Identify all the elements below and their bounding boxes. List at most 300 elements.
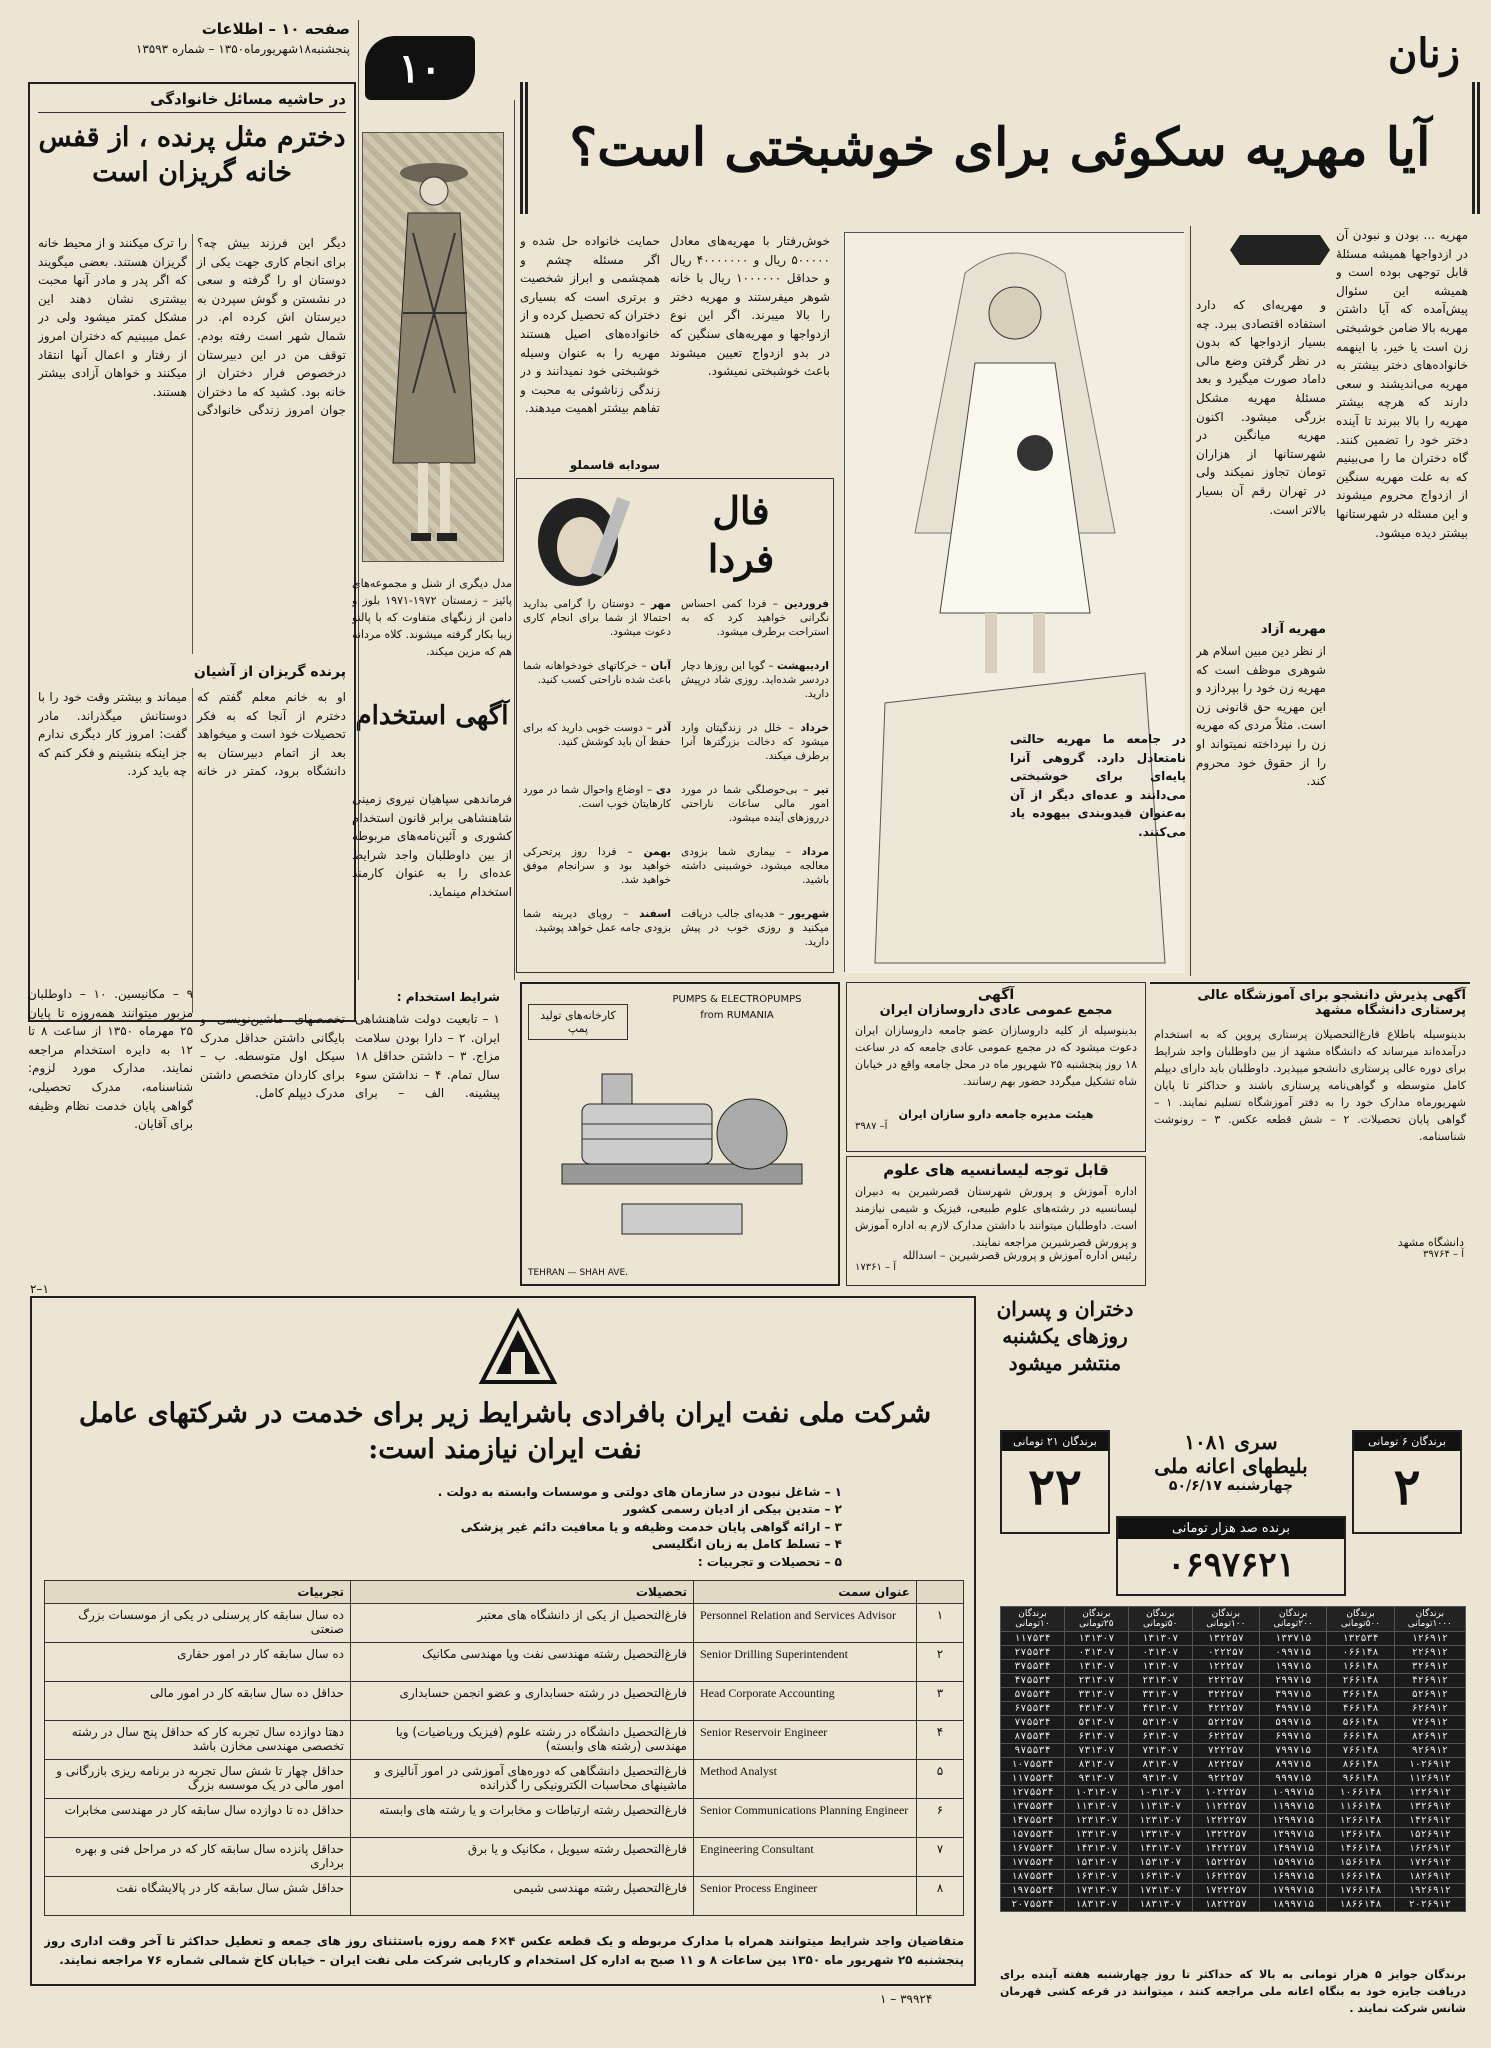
lottery-col-header: برندگان ۲۵تومانی bbox=[1064, 1607, 1128, 1632]
education-cell: فارغ‌التحصیل رشته ارتباطات و مخابرات و یا رشته های وابسته bbox=[351, 1799, 694, 1838]
lottery-number: ۱۵۹۹۷۱۵ bbox=[1260, 1856, 1327, 1870]
nursing-sign: دانشگاه مشهد bbox=[1397, 1236, 1464, 1249]
lottery-number: ۶۳۱۳۰۷ bbox=[1064, 1730, 1128, 1744]
education-cell: فارغ‌التحصیل رشته مهندسی نفت ویا مهندسی مکانیک bbox=[351, 1643, 694, 1682]
lottery-row bbox=[1001, 1786, 1466, 1800]
lottery-number: ۵۳۱۳۰۷ bbox=[1064, 1716, 1128, 1730]
lottery-number: ۱۸۳۱۳۰۷ bbox=[1128, 1898, 1192, 1912]
lottery-number: ۱۸۲۶۹۱۲ bbox=[1394, 1870, 1465, 1884]
lottery-number: ۸۲۲۲۵۷ bbox=[1192, 1758, 1259, 1772]
table-row bbox=[45, 1643, 964, 1682]
table-row bbox=[45, 1877, 964, 1916]
sign-text: هدیه‌ای جالب دریافت میکنید و روزی خوب در پیش دارید. bbox=[681, 908, 829, 949]
lottery-col-header: برندگان ۵۰۰تومانی bbox=[1327, 1607, 1394, 1632]
pharma-body: بدینوسیله از کلیه داروسازان عضو جامعه داروسازان ایران دعوت میشود که در مجمع عمومی عادی جامعه که در ساعت ۱۸ روز پنجشنبه ۲۵ شهریور ماه در محل جامعه واقع در خیابان شاه تشکیل میگردد حضور بهم رسانند. bbox=[855, 1024, 1137, 1089]
lottery-number: ۱۲۲۲۲۵۷ bbox=[1192, 1814, 1259, 1828]
lottery-row bbox=[1001, 1744, 1466, 1758]
lottery-number: ۱۴۲۲۲۵۷ bbox=[1192, 1842, 1259, 1856]
lottery-number: ۸۳۱۳۰۷ bbox=[1128, 1758, 1192, 1772]
sign-text: خرکاتهای خودخواهانه شما باعث شده ناراحتی کسب کنید. bbox=[523, 660, 671, 687]
lottery-number: ۲۳۱۳۰۷ bbox=[1128, 1674, 1192, 1688]
lottery-number: ۳۹۹۷۱۵ bbox=[1260, 1688, 1327, 1702]
lottery-number: ۱۶۲۶۹۱۲ bbox=[1394, 1842, 1465, 1856]
lottery-number: ۱۳۶۶۱۴۸ bbox=[1327, 1828, 1394, 1842]
lottery-row bbox=[1001, 1730, 1466, 1744]
lottery-number: ۱۷۷۵۵۳۴ bbox=[1001, 1856, 1065, 1870]
ornament-divider bbox=[1230, 235, 1330, 265]
lottery-number: ۱۳۳۱۳۰۷ bbox=[1128, 1828, 1192, 1842]
pharma-title: آگهی bbox=[977, 987, 1015, 1003]
pumps-sub: from RUMANIA bbox=[700, 1010, 774, 1021]
lottery-number: ۳۲۲۲۵۷ bbox=[1192, 1688, 1259, 1702]
lottery-number: ۱۷۶۶۱۴۸ bbox=[1327, 1884, 1394, 1898]
lottery-row bbox=[1001, 1814, 1466, 1828]
lottery-number: ۱۴۹۹۷۱۵ bbox=[1260, 1842, 1327, 1856]
lottery-number: ۱۳۹۹۷۱۵ bbox=[1260, 1828, 1327, 1842]
sign-name: فروردین bbox=[784, 598, 829, 610]
lottery-number: ۷۲۶۹۱۲ bbox=[1394, 1716, 1465, 1730]
lottery-number: ۰۹۹۷۱۵ bbox=[1260, 1646, 1327, 1660]
lottery-right-box bbox=[1352, 1430, 1462, 1534]
employment-conditions: ۱ – تابعیت دولت شاهنشاهی ایران. ۲ – دارا بودن سلامت مزاج. ۳ – داشتن حداقل ۱۸ سال تمام. ۴ – نداشتن سوء پیشینه. الف – برای تخصصهای ماشین‌نویسی و بایگانی داشتن حداقل مدرک سیکل اول متوسطه. ب – برای کاردان متخصص داشتن مدرک دیپلم کامل. bbox=[200, 1012, 500, 1101]
lottery-number: ۱۳۲۲۵۷ bbox=[1192, 1632, 1259, 1646]
lottery-number: ۲۹۹۷۱۵ bbox=[1260, 1674, 1327, 1688]
experience-cell: حداقل چهار تا شش سال تجربه در برنامه ریزی بازرگانی و امور مالی در یک موسسه بزرگ bbox=[45, 1760, 351, 1799]
lottery-number: ۱۰۲۲۲۵۷ bbox=[1192, 1786, 1259, 1800]
lottery-number: ۵۳۱۳۰۷ bbox=[1128, 1716, 1192, 1730]
bride-caption: در جامعه ما مهریه حالتی نامتعادل دارد. گروهی آنرا پایه‌ای برای خوشبختی می‌دانند و عده‌ای دیگر از آن به‌عنوان قیدوبندی بیهوده یاد می‌کنند. bbox=[1010, 732, 1186, 839]
article-col-2: و مهریه‌ای که دارد استفاده اقتصادی ببرد. چه بسیار ازدواجها که بدون در نظر گرفتن وضع مالی داماد صورت میگیرد و بعد مسئلهٔ مهریه مشکل بزرگی میشود. اکنون مهریه میانگین در شهرستانها از هزاران تومان تجاوز نمیکند ولی در تهران رقم آن بسیار بالاتر است. bbox=[1196, 298, 1326, 517]
oil-jobs-table bbox=[44, 1580, 964, 1916]
lottery-row bbox=[1001, 1632, 1466, 1646]
horoscope-sign: آبان – خرکاتهای خودخواهانه شما باعث شده ناراحتی کسب کنید. bbox=[523, 660, 671, 687]
title-cell: Method Analyst bbox=[694, 1760, 917, 1799]
lottery-left-label: برندگان ۲۱ تومانی bbox=[1002, 1432, 1108, 1451]
lottery-left-box bbox=[1000, 1430, 1110, 1534]
article-author: سودابه قاسملو bbox=[569, 458, 660, 472]
lottery-number: ۱۱۳۱۳۰۷ bbox=[1064, 1800, 1128, 1814]
lottery-number: ۱۲۷۵۵۳۴ bbox=[1001, 1786, 1065, 1800]
family-body-2: او به خانم معلم گفتم که دخترم از آنجا که به فکر تحصیلات خود است و میخواهد بعد از اتمام دبیرستان به دانشگاه برود، کمتر در خانه میماند و بیشتر وقت خود را با دوستانش میگذراند. مادر گفت: امروز کار دیگری ندارم جز اینکه بنشینم و فکر کنم که چه باید کرد. bbox=[38, 690, 346, 779]
lottery-col-header: برندگان ۱۰۰۰تومانی bbox=[1394, 1607, 1465, 1632]
lottery-number: ۱۴۳۱۳۰۷ bbox=[1064, 1842, 1128, 1856]
lottery-number: ۳۳۱۳۰۷ bbox=[1128, 1688, 1192, 1702]
main-headline: آیا مهریه سکوئی برای خوشبختی است؟ bbox=[569, 117, 1431, 178]
lottery-row bbox=[1001, 1800, 1466, 1814]
sign-text: بی‌حوصلگی شما در مورد امور مالی ساعات ناراحتی درروزهای آینده میشود. bbox=[681, 784, 829, 825]
lottery-number: ۱۳۲۲۲۵۷ bbox=[1192, 1828, 1259, 1842]
number-cell: ۲ bbox=[917, 1643, 964, 1682]
lottery-number: ۳۷۵۵۳۴ bbox=[1001, 1660, 1065, 1674]
lottery-number: ۱۱۲۶۹۱۲ bbox=[1394, 1772, 1465, 1786]
lottery-number: ۴۲۲۲۵۷ bbox=[1192, 1702, 1259, 1716]
sign-name: اسفند bbox=[639, 908, 671, 920]
lottery-number: ۹۶۶۱۴۸ bbox=[1327, 1772, 1394, 1786]
requirement-item: ۵ – تحصیلات و تجربیات : bbox=[697, 1554, 842, 1569]
schedule-notice: دختران و پسران روزهای یکشنبه منتشر میشود bbox=[996, 1297, 1134, 1375]
lottery-number: ۱۹۹۷۱۵ bbox=[1260, 1660, 1327, 1674]
sign-text: اوضاع واحوال شما در مورد کارهایتان خوب است. bbox=[523, 784, 671, 811]
lottery-number: ۶۷۵۵۳۴ bbox=[1001, 1702, 1065, 1716]
employment-code: ۲–۱ bbox=[30, 1282, 49, 1296]
sign-text: دوست خوبی دارید که برای حفظ آن باید کوشش کنید. bbox=[523, 722, 671, 749]
lottery-title: بلیطهای اعانه ملی bbox=[1154, 1454, 1308, 1478]
pumps-address: TEHRAN — SHAH AVE. bbox=[528, 1268, 629, 1278]
lottery-row bbox=[1001, 1758, 1466, 1772]
nursing-code: آ – ۳۹۷۶۴ bbox=[1423, 1249, 1464, 1260]
nioc-logo-icon bbox=[478, 1308, 558, 1388]
bride-figure-icon bbox=[845, 233, 1185, 973]
lottery-number: ۱۰۲۶۹۱۲ bbox=[1394, 1758, 1465, 1772]
lottery-row bbox=[1001, 1646, 1466, 1660]
lottery-left-value: ۲۲ bbox=[1028, 1457, 1082, 1516]
lottery-row bbox=[1001, 1702, 1466, 1716]
lottery-table bbox=[1000, 1606, 1466, 1912]
lottery-number: ۱۱۷۵۳۴ bbox=[1001, 1632, 1065, 1646]
sign-name: بهمن bbox=[643, 846, 671, 858]
experience-cell: حداقل ده تا دوازده سال سابقه کار در مهندسی مخابرات bbox=[45, 1799, 351, 1838]
lottery-number: ۱۱۶۶۱۴۸ bbox=[1327, 1800, 1394, 1814]
lottery-number: ۱۳۳۷۱۵ bbox=[1260, 1632, 1327, 1646]
pump-machine-icon bbox=[542, 1044, 822, 1244]
lottery-number: ۶۹۹۷۱۵ bbox=[1260, 1730, 1327, 1744]
lottery-series: سری ۱۰۸۱ bbox=[1184, 1430, 1278, 1454]
lottery-number: ۱۳۱۳۰۷ bbox=[1064, 1632, 1128, 1646]
model-caption: مدل دیگری از شنل و مجموعه‌های پائیز – زمستان ۱۹۷۲-۱۹۷۱ بلوز و دامن از زنگهای متفاوت که با پالتو زیبا بکار گرفته میشوند. کلاه مردانه هم که مزین میکند. bbox=[352, 577, 512, 659]
horoscope-sign: بهمن – فردا روز پرتحرکی خواهید بود و سرانجام موفق خواهید شد. bbox=[523, 846, 671, 887]
lottery-right-value: ۲ bbox=[1393, 1457, 1421, 1516]
science-sign: رئیس اداره آموزش و پرورش قصرشیرین – اسدالله bbox=[902, 1249, 1137, 1262]
lottery-number: ۴۳۱۳۰۷ bbox=[1064, 1702, 1128, 1716]
horoscope-sign: اردیبهشت – گویا این روزها دچار دردسر شده‌اید. روزی شاد درپیش دارید. bbox=[681, 660, 829, 701]
lottery-number: ۹۲۶۹۱۲ bbox=[1394, 1744, 1465, 1758]
requirement-item: ۴ – تسلط کامل به زبان انگلیسی bbox=[651, 1537, 842, 1552]
lottery-row bbox=[1001, 1842, 1466, 1856]
oil-footer: متقاضیان واجد شرایط میتوانند همراه با مدارک مربوطه و یک قطعه عکس ۴×۶ همه روزه باستثنای روز های جمعه و تعطیل حداکثر تا آخر وقت اداری روز پنجشنبه ۲۵ شهریور ماه ۱۳۵۰ بین ساعات ۸ و ۱۱ صبح به اداره کل استخدام و کاریابی شرکت ملی نفت ایران – خیابان کاخ شمالی شماره ۷۶ مراجعه نمایند. bbox=[44, 1934, 964, 1967]
section-title: زنان bbox=[1387, 30, 1460, 77]
article-col-1: مهریه ... بودن و نبودن آن در ازدواجها همیشه مسئلهٔ قابل توجهی بوده است و همیشه این سئوال پیش‌آمده که آیا داشتن مهریه بالا ضامن خوشبختی زن است یا خیر. با اینهمه خانواده‌های دختر بیشتر به مهریه می‌اندیشند و سعی دارند که هرچه بیشتر مهریه را بالا ببرند تا آینده دختر خود را تضمین کنند. گاه دختران ما را می‌بینیم که به علت مهریه سنگین از ازدواج محروم میشوند و این مسئله در شهرستانها بیشتر دیده میشود. bbox=[1336, 228, 1468, 540]
title-cell: Senior Communications Planning Engineer bbox=[694, 1799, 917, 1838]
requirement-item: ۱ – شاغل نبودن در سازمان های دولتی و موسسات وابسته به دولت . bbox=[437, 1485, 842, 1499]
lottery-number: ۲۷۵۵۳۴ bbox=[1001, 1646, 1065, 1660]
sign-name: مرداد bbox=[801, 846, 829, 858]
number-cell: ۳ bbox=[917, 1682, 964, 1721]
number-cell: ۱ bbox=[917, 1604, 964, 1643]
lottery-number: ۴۷۵۵۳۴ bbox=[1001, 1674, 1065, 1688]
sign-name: شهریور bbox=[788, 908, 829, 920]
pharma-code: آ– ۳۹۸۷ bbox=[855, 1121, 888, 1132]
lottery-number: ۲۰۲۶۹۱۲ bbox=[1394, 1898, 1465, 1912]
number-cell: ۸ bbox=[917, 1877, 964, 1916]
title-cell: Senior Process Engineer bbox=[694, 1877, 917, 1916]
sign-text: رویای دیرینه شما بزودی جامه عمل خواهد پوشید. bbox=[523, 908, 671, 935]
lottery-number: ۱۹۲۶۹۱۲ bbox=[1394, 1884, 1465, 1898]
lottery-number: ۱۳۲۵۳۴ bbox=[1327, 1632, 1394, 1646]
lottery-number: ۷۶۶۱۴۸ bbox=[1327, 1744, 1394, 1758]
column-rule bbox=[358, 20, 359, 980]
article-col-2b: از نظر دین مبین اسلام هر شوهری موظف است که مهریه زن خود را بپردازد و این مهریه حق قانونی زن است. مثلاً مردی که مهریه زن را نپرداخته نمیتواند او را از حقوق خود محروم کند. bbox=[1196, 644, 1326, 789]
number-cell: ۵ bbox=[917, 1760, 964, 1799]
lottery-number: ۵۷۵۵۳۴ bbox=[1001, 1688, 1065, 1702]
number-cell: ۷ bbox=[917, 1838, 964, 1877]
lottery-number: ۱۱۲۲۲۵۷ bbox=[1192, 1800, 1259, 1814]
horoscope-sign: فروردین – فردا کمی احساس نگرانی خواهید کرد که به استراحت برطرف میشود. bbox=[681, 598, 829, 639]
lottery-number: ۱۸۳۱۳۰۷ bbox=[1064, 1898, 1128, 1912]
education-cell: فارغ‌التحصیل دانشگاهی که دوره‌های آموزشی در امور آنالیزی و ماشینهای محاسبات الکترونیکی را گذرانده bbox=[351, 1760, 694, 1799]
education-cell: فارغ‌التحصیل از یکی از دانشگاه های معتبر bbox=[351, 1604, 694, 1643]
experience-cell: حداقل شش سال سابقه کار در پالایشگاه نفت bbox=[45, 1877, 351, 1916]
col-title: عنوان سمت bbox=[694, 1581, 917, 1604]
lottery-col-header: برندگان ۵۰تومانی bbox=[1128, 1607, 1192, 1632]
table-row bbox=[45, 1604, 964, 1643]
lottery-number: ۱۷۳۱۳۰۷ bbox=[1064, 1884, 1128, 1898]
col-experience: تجربیات bbox=[45, 1581, 351, 1604]
lottery-number: ۱۳۳۱۳۰۷ bbox=[1064, 1828, 1128, 1842]
number-cell: ۶ bbox=[917, 1799, 964, 1838]
lottery-number: ۱۰۹۹۷۱۵ bbox=[1260, 1786, 1327, 1800]
table-row bbox=[45, 1838, 964, 1877]
section-logo bbox=[365, 36, 475, 100]
lottery-col-header: برندگان ۱۰تومانی bbox=[1001, 1607, 1065, 1632]
lottery-number: ۹۳۱۳۰۷ bbox=[1128, 1772, 1192, 1786]
lottery-number: ۱۱۷۵۵۳۴ bbox=[1001, 1772, 1065, 1786]
lottery-number: ۵۲۶۹۱۲ bbox=[1394, 1688, 1465, 1702]
horoscope-sign: تیر – بی‌حوصلگی شما در مورد امور مالی ساعات ناراحتی درروزهای آینده میشود. bbox=[681, 784, 829, 825]
oil-headline: شرکت ملی نفت ایران بافرادی باشرایط زیر برای خدمت در شرکتهای عامل نفت ایران نیازمند است: bbox=[78, 1398, 932, 1466]
lottery-number: ۹۳۱۳۰۷ bbox=[1064, 1772, 1128, 1786]
lottery-number: ۱۴۶۶۱۴۸ bbox=[1327, 1842, 1394, 1856]
family-headline: دخترم مثل پرنده ، از قفس خانه گریزان است bbox=[38, 122, 346, 189]
logo-text: ۱۰ bbox=[398, 44, 442, 92]
lottery-number: ۰۳۱۳۰۷ bbox=[1064, 1646, 1128, 1660]
lottery-number: ۱۴۲۶۹۱۲ bbox=[1394, 1814, 1465, 1828]
sign-text: گویا این روزها دچار دردسر شده‌اید. روزی شاد درپیش دارید. bbox=[681, 660, 829, 701]
lottery-row bbox=[1001, 1660, 1466, 1674]
lottery-number: ۸۳۱۳۰۷ bbox=[1064, 1758, 1128, 1772]
employment-conditions-title: شرایط استخدام : bbox=[396, 990, 500, 1004]
lottery-number: ۷۹۹۷۱۵ bbox=[1260, 1744, 1327, 1758]
lottery-number: ۰۶۶۱۴۸ bbox=[1327, 1646, 1394, 1660]
lottery-section bbox=[1000, 1420, 1470, 2020]
lottery-number: ۱۶۶۶۱۴۸ bbox=[1327, 1870, 1394, 1884]
lottery-number: ۴۶۶۱۴۸ bbox=[1327, 1702, 1394, 1716]
lottery-number: ۱۶۲۲۲۵۷ bbox=[1192, 1870, 1259, 1884]
lottery-number: ۱۲۲۲۵۷ bbox=[1192, 1660, 1259, 1674]
horoscope-woman-photo bbox=[523, 487, 633, 587]
science-body: اداره آموزش و پرورش شهرستان قصرشیرین به دبیران لیسانسیه در رشته‌های علوم طبیعی، فیزیک و شیمی نیازمند است. داوطلبان میتوانند با داشتن مدارک لازم به اداره آموزش و پرورش قصرشیرین مراجعه نمایند. bbox=[855, 1185, 1137, 1249]
lottery-number: ۹۲۲۲۵۷ bbox=[1192, 1772, 1259, 1786]
lottery-number: ۱۲۳۱۳۰۷ bbox=[1064, 1814, 1128, 1828]
lottery-number: ۱۴۷۵۵۳۴ bbox=[1001, 1814, 1065, 1828]
page-header bbox=[30, 20, 350, 78]
lottery-big-label: برنده صد هزار تومانی bbox=[1118, 1518, 1344, 1539]
lottery-number: ۵۲۲۲۵۷ bbox=[1192, 1716, 1259, 1730]
table-row bbox=[45, 1760, 964, 1799]
lottery-number: ۱۵۲۲۲۵۷ bbox=[1192, 1856, 1259, 1870]
lottery-number: ۱۰۷۵۵۳۴ bbox=[1001, 1758, 1065, 1772]
employment-title: آگهی استخدام bbox=[355, 701, 509, 731]
lottery-number: ۳۲۶۹۱۲ bbox=[1394, 1660, 1465, 1674]
lottery-number: ۱۲۳۱۳۰۷ bbox=[1128, 1814, 1192, 1828]
lottery-number: ۴۲۶۹۱۲ bbox=[1394, 1674, 1465, 1688]
sign-name: تیر bbox=[814, 784, 829, 796]
lottery-number: ۱۵۳۱۳۰۷ bbox=[1128, 1856, 1192, 1870]
lottery-number: ۵۹۹۷۱۵ bbox=[1260, 1716, 1327, 1730]
lottery-number: ۱۳۲۶۹۱۲ bbox=[1394, 1800, 1465, 1814]
family-column-box bbox=[28, 82, 356, 1022]
lottery-number: ۱۲۶۶۱۴۸ bbox=[1327, 1814, 1394, 1828]
sign-name: اردیبهشت bbox=[777, 660, 829, 672]
family-body: دیگر این فرزند بیش چه؟ برای انجام کاری جهت یکی از دوستان او را گرفته و سعی در نشستن و گوش سپردن به دیرستان اش کرده ام. در شمال شهر است رفته بودم. توقف من در این دبیرستان درخصوص فرار دختران از خانه بود. کشید که ما دختران جوان امروز زندگی خانوادگی را ترک میکنند و از محیط خانه گریزان هستند. بعضی میگویند که اگر پدر و مادر آنها محبت بیشتری نشان دهند این مشکل کمتر میشود ولی در عمل میبینیم که دختران امروز از رفتار و اعمال آنها انتقاد میکنند و خواهان آزادی بیشتر هستند. bbox=[38, 236, 346, 418]
title-cell: Head Corporate Accounting bbox=[694, 1682, 917, 1721]
lottery-row bbox=[1001, 1898, 1466, 1912]
lottery-number: ۱۸۷۵۵۳۴ bbox=[1001, 1870, 1065, 1884]
lottery-number: ۸۶۶۱۴۸ bbox=[1327, 1758, 1394, 1772]
horoscope-title-2: فردا bbox=[707, 536, 775, 581]
lottery-number: ۱۰۳۱۳۰۷ bbox=[1128, 1786, 1192, 1800]
lottery-row bbox=[1001, 1716, 1466, 1730]
lottery-number: ۶۲۶۹۱۲ bbox=[1394, 1702, 1465, 1716]
pumps-ad bbox=[520, 982, 840, 1286]
lottery-number: ۱۳۱۳۰۷ bbox=[1064, 1660, 1128, 1674]
lottery-number: ۵۶۶۱۴۸ bbox=[1327, 1716, 1394, 1730]
lottery-number: ۱۷۹۹۷۱۵ bbox=[1260, 1884, 1327, 1898]
horoscope-sign: آذر – دوست خوبی دارید که برای حفظ آن باید کوشش کنید. bbox=[523, 722, 671, 749]
lottery-number: ۴۳۱۳۰۷ bbox=[1128, 1702, 1192, 1716]
lottery-number: ۸۷۵۵۳۴ bbox=[1001, 1730, 1065, 1744]
lottery-number: ۲۰۷۵۵۳۴ bbox=[1001, 1898, 1065, 1912]
oil-code: ۱ – ۳۹۹۲۴ bbox=[880, 1992, 933, 2006]
lottery-number: ۱۵۲۶۹۱۲ bbox=[1394, 1828, 1465, 1842]
horoscope-sign: اسفند – رویای دیرینه شما بزودی جامه عمل خواهد پوشید. bbox=[523, 908, 671, 935]
lottery-number: ۲۶۶۱۴۸ bbox=[1327, 1674, 1394, 1688]
education-cell: فارغ‌التحصیل رشته مهندسی شیمی bbox=[351, 1877, 694, 1916]
lottery-number: ۶۳۱۳۰۷ bbox=[1128, 1730, 1192, 1744]
lottery-number: ۸۹۹۷۱۵ bbox=[1260, 1758, 1327, 1772]
lottery-number: ۱۶۳۱۳۰۷ bbox=[1128, 1870, 1192, 1884]
lottery-number: ۱۱۳۱۳۰۷ bbox=[1128, 1800, 1192, 1814]
lottery-number: ۶۲۲۲۵۷ bbox=[1192, 1730, 1259, 1744]
horoscope-sign: شهریور – هدیه‌ای جالب دریافت میکنید و روزی خوب در پیش دارید. bbox=[681, 908, 829, 949]
lottery-number: ۱۲۶۹۱۲ bbox=[1394, 1632, 1465, 1646]
article-col-3: خوش‌رفتار با مهریه‌های معادل ۵۰۰۰۰۰ ریال و ۴۰۰۰۰۰۰۰ ریال و حداقل ۱۰۰۰۰۰۰ ریال با خانه شوهر میفرستند و مهریه دختر را بالا میبرند. اگر این نوع ازدواجها و مهریه‌های سنگین که در بدو ازدواج تعیین میشوند باعث خوشبختی نمیشود. bbox=[670, 234, 830, 379]
col-education: تحصیلات bbox=[351, 1581, 694, 1604]
article-subhead: مهریه آزاد bbox=[1260, 622, 1326, 637]
lottery-number: ۱۰۶۶۱۴۸ bbox=[1327, 1786, 1394, 1800]
date-line: پنجشنبه۱۸شهریورماه۱۳۵۰ – شماره ۱۳۵۹۳ bbox=[135, 42, 350, 56]
lottery-number: ۳۶۶۱۴۸ bbox=[1327, 1688, 1394, 1702]
table-row bbox=[45, 1721, 964, 1760]
lottery-number: ۱۲۲۶۹۱۲ bbox=[1394, 1786, 1465, 1800]
oil-ad bbox=[30, 1296, 976, 1986]
lottery-number: ۹۹۹۷۱۵ bbox=[1260, 1772, 1327, 1786]
pumps-seller: کارخانه‌های تولید پمپ bbox=[528, 1004, 628, 1040]
lottery-number: ۱۳۱۳۰۷ bbox=[1128, 1632, 1192, 1646]
lottery-number: ۷۳۱۳۰۷ bbox=[1128, 1744, 1192, 1758]
pumps-headline: PUMPS & ELECTROPUMPS bbox=[672, 994, 802, 1005]
employment-intro: فرماندهی سپاهیان نیروی زمینی شاهنشاهی برابر قانون استخدام کشوری و آئین‌نامه‌های مربوطه از بین داوطلبان واجد شرایط عده‌ای را به عنوان کارمند استخدام مینماید. bbox=[352, 792, 512, 899]
lottery-row bbox=[1001, 1828, 1466, 1842]
lottery-big-prize bbox=[1116, 1516, 1346, 1596]
main-headline-frame bbox=[520, 82, 1480, 214]
lottery-number: ۱۸۹۹۷۱۵ bbox=[1260, 1898, 1327, 1912]
lottery-number: ۷۷۵۵۳۴ bbox=[1001, 1716, 1065, 1730]
employment-list: ۹ – مکانیسین. ۱۰ – داوطلبان مزبور میتوانند همه‌روزه تا پایان ۲۵ مهرماه ۱۳۵۰ از ساعت ۸ تا ۱۲ به دایره استخدام مراجعه نمایند. مدارک مورد لزوم: شناسنامه، مدرک تحصیلی، گواهی پایان خدمت نظام وظیفه برای آقایان. bbox=[28, 987, 193, 1132]
lottery-number: ۱۷۲۲۲۵۷ bbox=[1192, 1884, 1259, 1898]
horoscope-box bbox=[516, 478, 834, 973]
science-notice bbox=[846, 1156, 1146, 1286]
lottery-number: ۰۳۱۳۰۷ bbox=[1128, 1646, 1192, 1660]
lottery-number: ۱۷۲۶۹۱۲ bbox=[1394, 1856, 1465, 1870]
requirement-item: ۳ – ارائه گواهی پایان خدمت وظیفه و یا معافیت دائم غیر پزشکی bbox=[460, 1519, 842, 1534]
lottery-number: ۶۶۶۱۴۸ bbox=[1327, 1730, 1394, 1744]
oil-requirements bbox=[362, 1484, 842, 1571]
lottery-number: ۹۷۵۵۳۴ bbox=[1001, 1744, 1065, 1758]
horoscope-title-1: فال bbox=[712, 488, 770, 533]
lottery-row bbox=[1001, 1884, 1466, 1898]
lottery-number: ۱۶۹۹۷۱۵ bbox=[1260, 1870, 1327, 1884]
title-cell: Personnel Relation and Services Advisor bbox=[694, 1604, 917, 1643]
lottery-number: ۱۷۳۱۳۰۷ bbox=[1128, 1884, 1192, 1898]
number-cell: ۴ bbox=[917, 1721, 964, 1760]
sign-text: دوستان را گرامی بدارید احتمالا از شما برای انجام کاری دعوت میشود. bbox=[523, 598, 671, 639]
lottery-number: ۱۵۳۱۳۰۷ bbox=[1064, 1856, 1128, 1870]
sign-text: بیماری شما بزودی معالجه میشود، خوشبینی داشته باشید. bbox=[681, 846, 829, 887]
sign-name: خرداد bbox=[800, 722, 829, 734]
lottery-number: ۱۹۷۵۵۳۴ bbox=[1001, 1884, 1065, 1898]
lottery-number: ۳۳۱۳۰۷ bbox=[1064, 1688, 1128, 1702]
experience-cell: دهتا دوازده سال تجربه کار که حداقل پنج سال در رشته تخصصی مهندسی مخازن باشد bbox=[45, 1721, 351, 1760]
experience-cell: حداقل ده سال سابقه کار در امور مالی bbox=[45, 1682, 351, 1721]
lottery-number: ۷۲۲۲۵۷ bbox=[1192, 1744, 1259, 1758]
education-cell: فارغ‌التحصیل دانشگاه در رشته علوم (فیزیک وریاضیات) ویا مهندسی (رشته های وابسته) bbox=[351, 1721, 694, 1760]
horoscope-sign: مهر – دوستان را گرامی بدارید احتمالا از شما برای انجام کاری دعوت میشود. bbox=[523, 598, 671, 639]
experience-cell: ده سال سابقه کار در امور حفاری bbox=[45, 1643, 351, 1682]
bride-photo bbox=[844, 232, 1184, 972]
sign-text: فردا روز پرتحرکی خواهید بود و سرانجام موفق خواهید شد. bbox=[523, 846, 671, 887]
title-cell: Senior Reservoir Engineer bbox=[694, 1721, 917, 1760]
lottery-number: ۱۱۹۹۷۱۵ bbox=[1260, 1800, 1327, 1814]
lottery-row bbox=[1001, 1856, 1466, 1870]
column-rule bbox=[514, 100, 515, 980]
lottery-number: ۱۶۳۱۳۰۷ bbox=[1064, 1870, 1128, 1884]
table-row bbox=[45, 1799, 964, 1838]
education-cell: فارغ‌التحصیل در رشته حسابداری و عضو انجمن حسابداری bbox=[351, 1682, 694, 1721]
sign-name: دی bbox=[655, 784, 671, 796]
sign-text: خلل در زندگیتان وارد میشود که دخالت بزرگترها آنرا برطرف میکند. bbox=[681, 722, 829, 763]
nursing-title: آگهی پذیرش دانشجو برای آموزشگاه عالی پرستاری دانشگاه مشهد bbox=[1197, 988, 1466, 1018]
lottery-number: ۱۸۲۲۲۵۷ bbox=[1192, 1898, 1259, 1912]
experience-cell: ده سال سابقه کار پرسنلی در یکی از موسسات بزرگ صنعتی bbox=[45, 1604, 351, 1643]
lottery-col-header: برندگان ۲۰۰تومانی bbox=[1260, 1607, 1327, 1632]
title-cell: Senior Drilling Superintendent bbox=[694, 1643, 917, 1682]
lottery-number: ۲۲۲۲۵۷ bbox=[1192, 1674, 1259, 1688]
science-code: آ – ۱۷۳۶۱ bbox=[855, 1262, 896, 1273]
woman-face-icon bbox=[523, 487, 633, 587]
horoscope-sign: دی – اوضاع واحوال شما در مورد کارهایتان خوب است. bbox=[523, 784, 671, 811]
lottery-big-number: ۰۶۹۷۶۲۱ bbox=[1167, 1545, 1295, 1585]
lottery-number: ۱۵۶۶۱۴۸ bbox=[1327, 1856, 1394, 1870]
requirement-item: ۲ – متدین بیکی از ادیان رسمی کشور bbox=[623, 1502, 842, 1517]
lottery-number: ۱۴۳۱۳۰۷ bbox=[1128, 1842, 1192, 1856]
lottery-number: ۱۳۱۳۰۷ bbox=[1128, 1660, 1192, 1674]
lottery-number: ۸۲۶۹۱۲ bbox=[1394, 1730, 1465, 1744]
lottery-row bbox=[1001, 1688, 1466, 1702]
lottery-right-label: برندگان ۶ تومانی bbox=[1354, 1432, 1460, 1451]
lottery-row bbox=[1001, 1772, 1466, 1786]
lottery-number: ۱۶۷۵۵۳۴ bbox=[1001, 1842, 1065, 1856]
lottery-number: ۱۵۷۵۵۳۴ bbox=[1001, 1828, 1065, 1842]
